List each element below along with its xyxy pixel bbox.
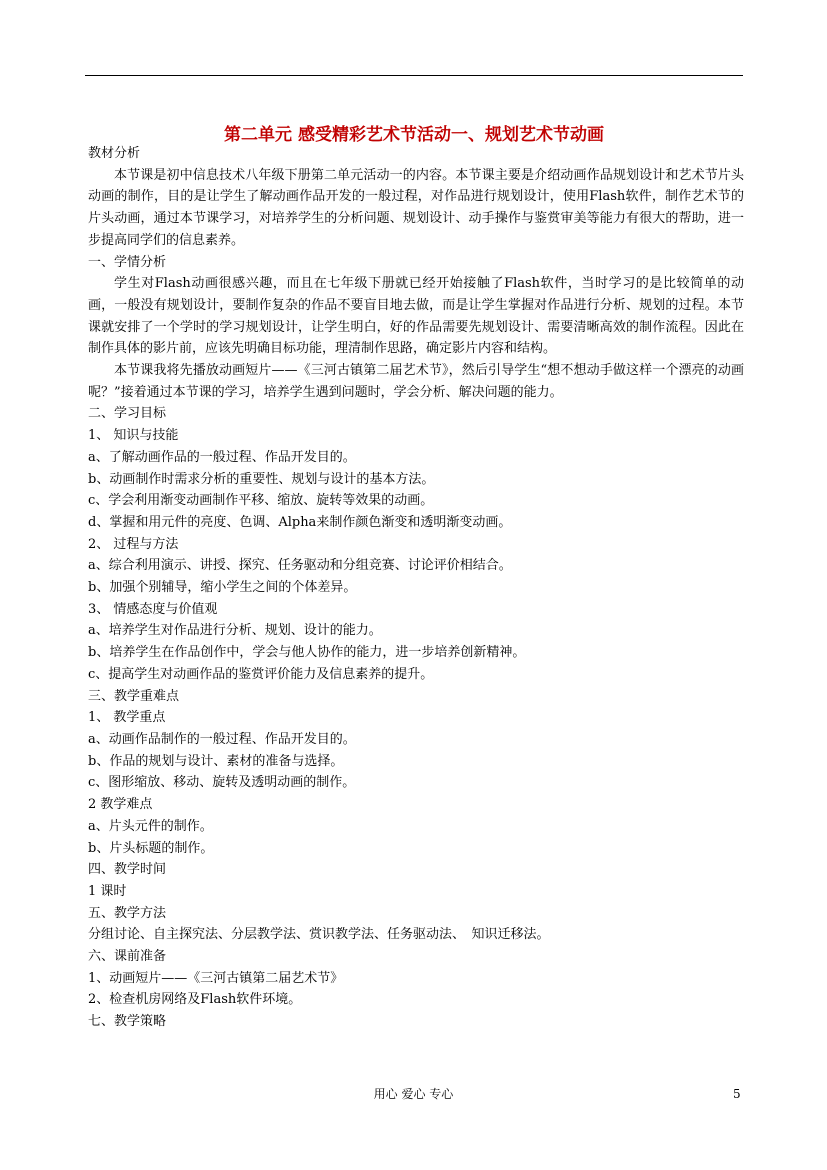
list-item: c、图形缩放、移动、旋转及透明动画的制作。 [88, 775, 356, 791]
list-item: 分组讨论、自主探究法、分层教学法、赏识教学法、任务驱动法、 知识迁移法。 [88, 927, 550, 943]
list-item: 1、动画短片——《三河古镇第二届艺术节》 [88, 970, 344, 986]
list-item: a、培养学生对作品进行分析、规划、设计的能力。 [88, 623, 382, 639]
list-item: 2、检查机房网络及Flash软件环境。 [88, 992, 302, 1008]
document-body [88, 143, 744, 1033]
list-item: c、提高学生对动画作品的鉴赏评价能力及信息素养的提升。 [88, 666, 434, 682]
section-heading: 二、学习目标 [88, 406, 167, 422]
section-heading: 七、教学策略 [88, 1014, 167, 1030]
list-item: b、作品的规划与设计、素材的准备与选择。 [88, 753, 344, 769]
list-item: a、综合利用演示、讲授、探究、任务驱动和分组竞赛、讨论评价相结合。 [88, 558, 512, 574]
list-item: a、片头元件的制作。 [88, 818, 213, 834]
paragraph: 本节课是初中信息技术八年级下册第二单元活动一的内容。本节课主要是介绍动画作品规划设计和艺术节片头动画的制作，目的是让学生了解动画作品开发的一般过程，对作品进行规划设计，使用Flash软件，制作艺术节的片头动画，通过本节课学习，对培养学生的分析问题、规划设计、动手操作与鉴赏审美等能力有很大的帮助，进一步提高同学们的信息素养。 [88, 167, 744, 248]
subheading: 1、 教学重点 [88, 710, 166, 726]
list-item: a、动画作品制作的一般过程、作品开发目的。 [88, 731, 356, 747]
list-item: b、片头标题的制作。 [88, 840, 214, 856]
list-item: b、加强个别辅导，缩小学生之间的个体差异。 [88, 580, 357, 596]
section-heading: 教材分析 [88, 146, 141, 161]
subheading: 2、 过程与方法 [88, 536, 179, 552]
footer-motto: 用心 爱心 专心 [373, 1087, 454, 1101]
section-heading: 三、教学重难点 [88, 688, 180, 704]
subheading: 3、 情感态度与价值观 [88, 601, 218, 617]
header-rule [85, 75, 743, 76]
section-heading: 五、教学方法 [88, 905, 167, 921]
page-number: 5 [733, 1087, 741, 1101]
document-title: 第二单元 感受精彩艺术节活动一、规划艺术节动画 [224, 125, 604, 146]
section-heading: 一、学情分析 [88, 254, 167, 270]
list-item: b、动画制作时需求分析的重要性、规划与设计的基本方法。 [88, 471, 435, 487]
section-heading: 四、教学时间 [88, 862, 167, 878]
list-item: b、培养学生在作品创作中，学会与他人协作的能力，进一步培养创新精神。 [88, 645, 526, 661]
paragraph: 本节课我将先播放动画短片——《三河古镇第二届艺术节》，然后引导学生“想不想动手做这样一个漂亮的动画呢？”接着通过本节课的学习，培养学生遇到问题时，学会分析、解决问题的能力。 [88, 363, 744, 400]
list-item: c、学会利用渐变动画制作平移、缩放、旋转等效果的动画。 [88, 493, 434, 509]
subheading: 1、 知识与技能 [88, 428, 179, 444]
subheading: 2 教学难点 [88, 797, 153, 813]
list-item: 1 课时 [88, 883, 127, 899]
list-item: a、了解动画作品的一般过程、作品开发目的。 [88, 449, 356, 465]
section-heading: 六、课前准备 [88, 949, 167, 965]
list-item: d、掌握和用元件的亮度、色调、Alpha来制作颜色渐变和透明渐变动画。 [88, 514, 512, 530]
paragraph: 学生对Flash动画很感兴趣，而且在七年级下册就已经开始接触了Flash软件，当时学习的是比较简单的动画，一般没有规划设计，要制作复杂的作品不要盲目地去做，而是让学生掌握对作品进行分析、规划的过程。本节课就安排了一个学时的学习规划设计，让学生明白，好的作品需要先规划设计、需要清晰高效的制作流程。因此在制作具体的影片前，应该先明确目标功能，理清制作思路，确定影片内容和结构。 [88, 276, 744, 357]
